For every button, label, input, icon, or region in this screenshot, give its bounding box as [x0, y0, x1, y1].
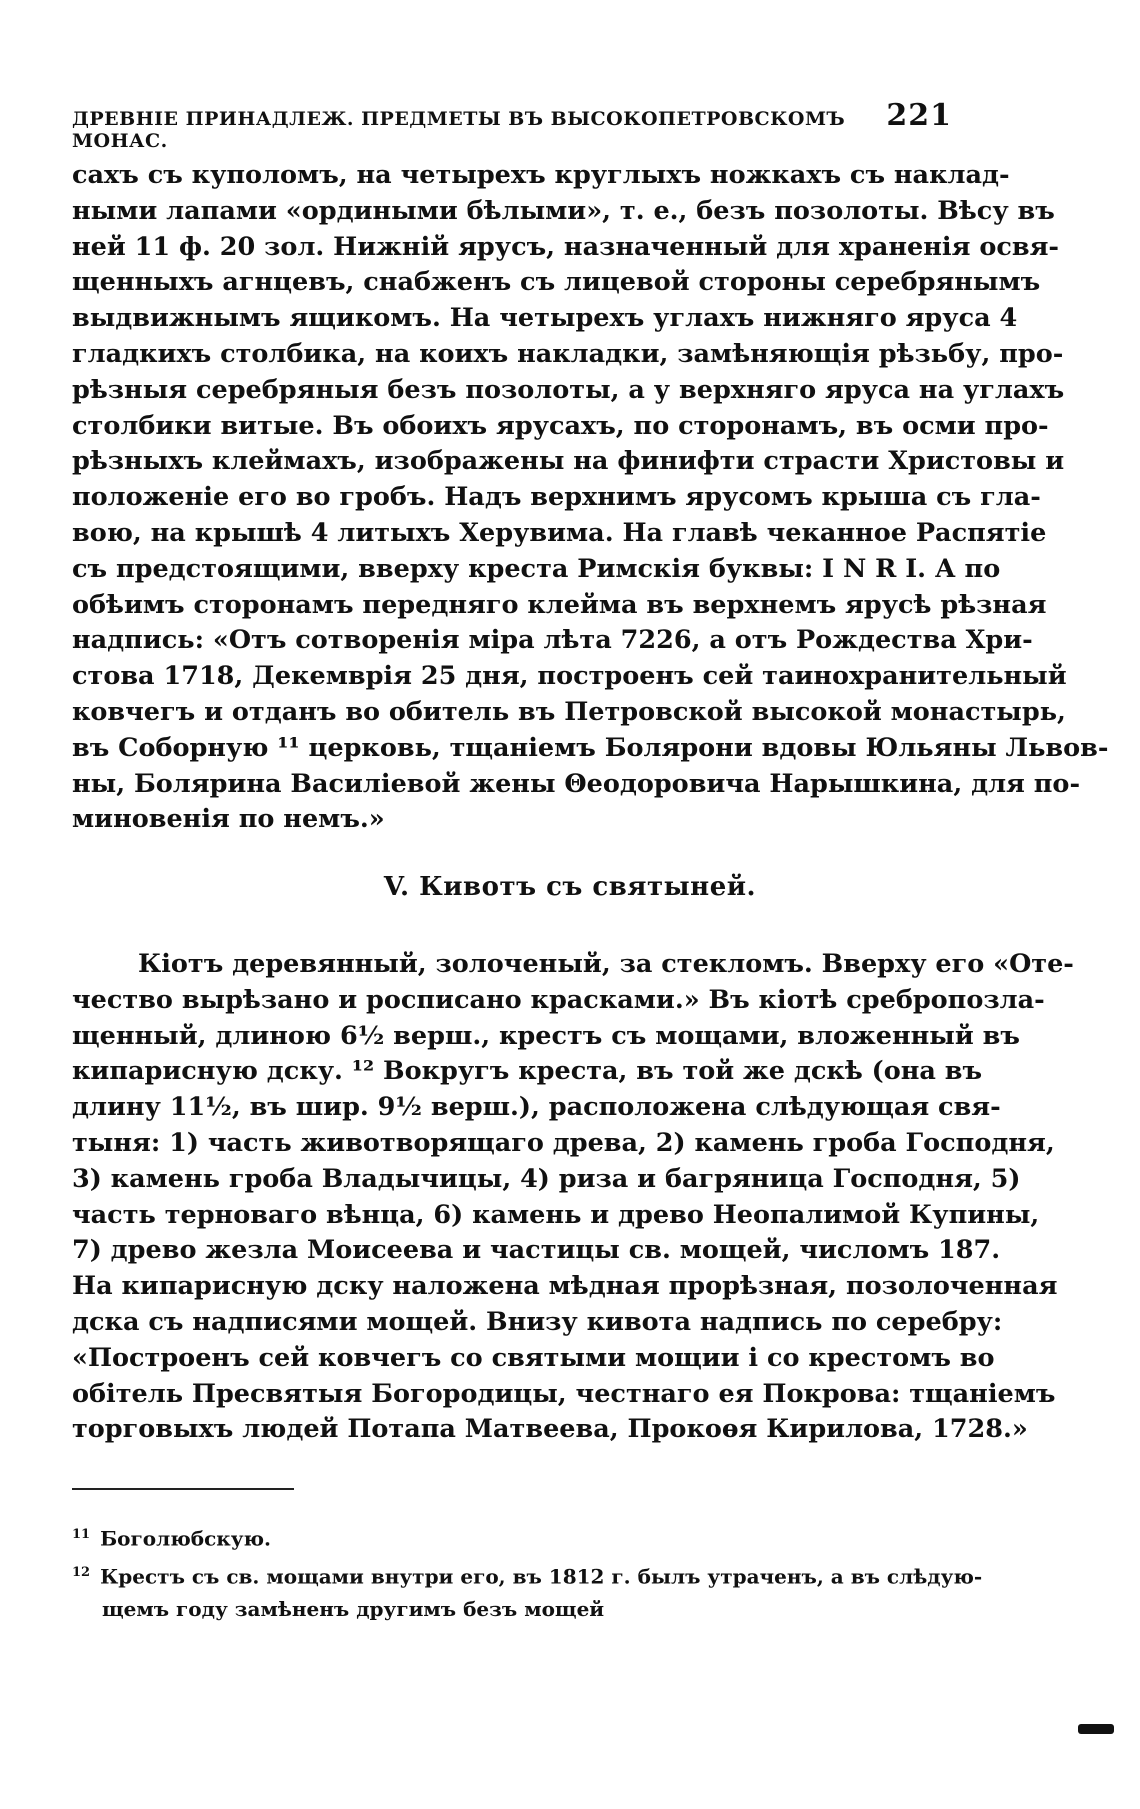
- text-line: сахъ съ куполомъ, на четырехъ круглыхъ ножкахъ съ наклад-: [72, 160, 1010, 190]
- text-line: надпись: «Отъ сотворенія міра лѣта 7226, а отъ Рождества Хри-: [72, 625, 1033, 656]
- text-line: миновенія по немъ.»: [72, 804, 385, 835]
- footnote-text: щемъ году замѣненъ другимъ безъ мощей: [102, 1597, 605, 1622]
- footnote-mark: 11: [72, 1527, 91, 1542]
- running-header: [72, 98, 952, 152]
- text-line: 3) камень гроба Владычицы, 4) риза и багряница Господня, 5): [72, 1163, 1021, 1194]
- text-line: столбики витые. Въ обоихъ ярусахъ, по сторонамъ, въ осми про-: [72, 410, 1049, 441]
- text-line: выдвижнымъ ящикомъ. На четырехъ углахъ нижняго яруса 4: [72, 303, 1018, 334]
- text-line: обітель Пресвятыя Богородицы, честнаго ея Покрова: тщаніемъ: [72, 1378, 1056, 1409]
- footnote-11: [72, 1518, 952, 1556]
- text-line: Кіотъ деревянный, золоченый, за стекломъ. Вверху его «Оте-: [138, 949, 1074, 979]
- text-line: ней 11 ф. 20 зол. Нижній ярусъ, назначенный для храненія освя-: [72, 231, 1060, 262]
- text-line: длину 11½, въ шир. 9½ верш.), расположена слѣдующая свя-: [72, 1092, 1001, 1123]
- text-line: дска съ надписями мощей. Внизу кивота надпись по серебру:: [72, 1306, 1003, 1337]
- text-line: стова 1718, Декемврія 25 дня, построенъ сей таинохранительный: [72, 661, 1067, 692]
- text-line: ными лапами «ордиными бѣлыми», т. е., безъ позолоты. Вѣсу въ: [72, 195, 1055, 226]
- text-line: щенныхъ агнцевъ, снабженъ съ лицевой стороны серебрянымъ: [72, 267, 1041, 298]
- text-line: рѣзныхъ клеймахъ, изображены на финифти страсти Христовы и: [72, 446, 1065, 477]
- footnote-12: [72, 1556, 983, 1594]
- text-line: въ Соборную ¹¹ церковь, тщаніемъ Болярони вдовы Юльяны Львов-: [72, 732, 1109, 763]
- footnote-mark: 12: [72, 1564, 91, 1580]
- text-line: положеніе его во гробъ. Надъ верхнимъ ярусомъ крыша съ гла-: [72, 482, 1041, 513]
- page-number: 221: [886, 98, 952, 133]
- text-line: На кипарисную дску наложена мѣдная прорѣзная, позолоченная: [72, 1271, 1058, 1302]
- text-line: съ предстоящими, вверху креста Римскія буквы: I N R I. А по: [72, 553, 1001, 584]
- footnotes: [72, 1518, 983, 1626]
- text-line: вою, на крышѣ 4 литыхъ Херувима. На главѣ чеканное Распятіе: [72, 517, 1047, 548]
- text-line: ны, Болярина Василіевой жены Θеодоровича Нарышкина, для по-: [72, 768, 1081, 799]
- text-line: тыня: 1) часть животворящаго древа, 2) камень гроба Господня,: [72, 1127, 1055, 1158]
- footnote-divider: [72, 1488, 294, 1490]
- running-title: ДРЕВНІЕ ПРИНАДЛЕЖ. ПРЕДМЕТЫ ВЪ ВЫСОКОПЕТРОВСКОМЪ МОНАС.: [72, 108, 846, 152]
- text-line: кипарисную дску. ¹² Вокругъ креста, въ той же дскѣ (она въ: [72, 1056, 983, 1087]
- text-line: 7) древо жезла Моисеева и частицы св. мощей, числомъ 187.: [72, 1235, 1001, 1266]
- section-heading: V. Кивотъ съ святыней.: [383, 872, 757, 902]
- footnote-text: Боголюбскую.: [100, 1526, 271, 1551]
- text-line: ковчегъ и отданъ во обитель въ Петровской высокой монастырь,: [72, 696, 1066, 727]
- text-line: рѣзныя серебряныя безъ позолоты, а у верхняго яруса на углахъ: [72, 374, 1065, 405]
- text-line: гладкихъ столбика, на коихъ накладки, замѣняющія рѣзьбу, про-: [72, 338, 1064, 369]
- text-line: торговыхъ людей Потапа Матвеева, Прокоѳя Кирилова, 1728.»: [72, 1414, 1028, 1445]
- paragraph-2: [72, 947, 1074, 1448]
- scan-edge-mark: [1078, 1724, 1114, 1734]
- text-line: чество вырѣзано и росписано красками.» Въ кіотѣ сребропозла-: [72, 984, 1045, 1015]
- paragraph-1: [72, 158, 1109, 838]
- text-line: «Построенъ сей ковчегъ со святыми мощии і со крестомъ во: [72, 1342, 995, 1373]
- text-line: щенный, длиною 6½ верш., крестъ съ мощами, вложенный въ: [72, 1020, 1020, 1051]
- footnote-text: Крестъ съ св. мощами внутри его, въ 1812 г. былъ утраченъ, а въ слѣдую-: [100, 1564, 983, 1589]
- text-line: часть терноваго вѣнца, 6) камень и древо Неопалимой Купины,: [72, 1199, 1040, 1230]
- text-line: обѣимъ сторонамъ передняго клейма въ верхнемъ ярусѣ рѣзная: [72, 589, 1047, 620]
- footnote-12-continuation: [72, 1593, 952, 1626]
